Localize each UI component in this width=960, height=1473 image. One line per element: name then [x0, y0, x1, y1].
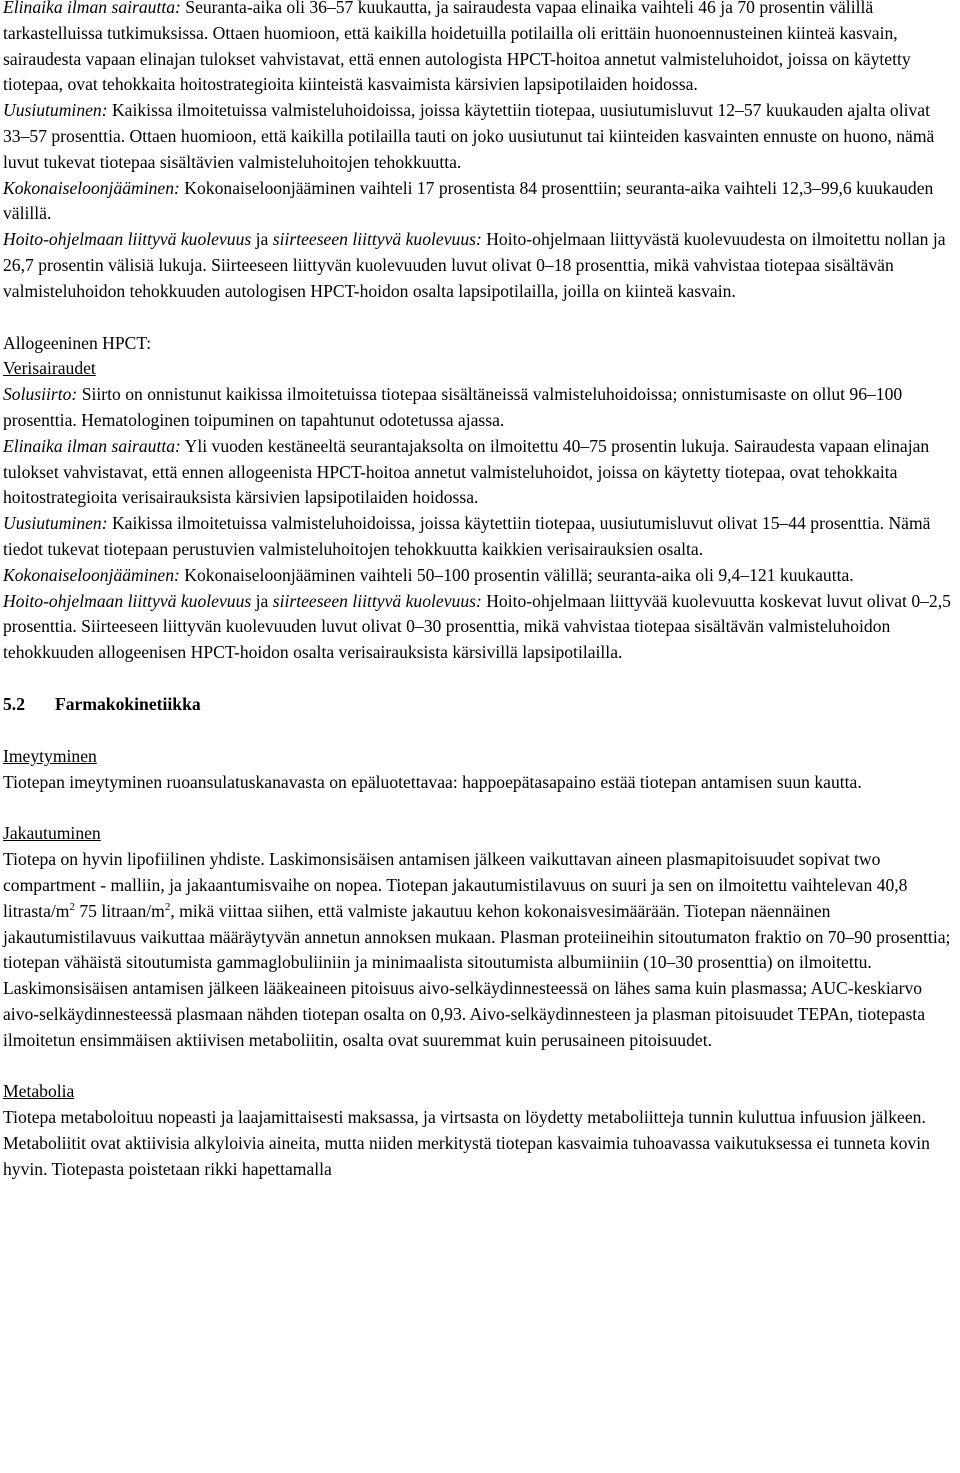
paragraph-allo-relapse: [3, 511, 957, 563]
text-engraftment: Siirto on onnistunut kaikissa ilmoitetuissa tiotepaa sisältäneissä valmisteluhoidoissa; onnistumisaste on ollut 96–100 prosenttia. Hematologinen toipuminen on tapahtunut odotetussa ajassa.: [3, 384, 903, 430]
label-allo-transplant-mortality: siirteeseen liittyvä kuolevuus:: [272, 590, 482, 611]
section-title: Farmakokinetiikka: [55, 693, 201, 714]
absorption-heading: Imeytyminen: [3, 745, 97, 766]
metabolism-heading: Metabolia: [3, 1081, 75, 1102]
paragraph-allo-disease-free-survival: [3, 434, 957, 511]
text-relapse: Kaikissa ilmoitetuissa valmisteluhoidoissa, joissa käytettiin tiotepaa, uusiutumisluvut 12–57 kuukauden ajalta olivat 33–57 prosenttia. Ottaen huomioon, että kaikilla potilailla tauti on joko uusiutunut tai kiinteiden kasvainten ennuste on huono, nämä luvut tukevat tiotepaa sisältävien valmisteluhoitojen tehokkuutta.: [3, 100, 935, 172]
superscript-2-first: 2: [69, 900, 75, 913]
label-engraftment: Solusiirto:: [3, 384, 78, 405]
label-overall-survival: Kokonaiseloonjääminen:: [3, 177, 180, 198]
label-allo-disease-free-survival: Elinaika ilman sairautta:: [3, 435, 181, 456]
distribution-csf-text: Laskimonsisäisen antamisen jälkeen lääkeaineen pitoisuus aivo-selkäydinnesteessä on lähes sama kuin plasmassa; AUC-keskiarvo aivo-selkäydinnesteessä plasmaan nähden tiotepan osalta on 0,93. Aivo-selkäydinnesteen ja plasman pitoisuudet TEPAn, tiotepasta ilmoitetun ensimmäisen aktiivisen metaboliitin, osalta ovat suuremmat kuin perusaineen pitoisuudet.: [3, 978, 926, 1050]
label-allo-relapse: Uusiutuminen:: [3, 513, 108, 534]
text-disease-free-survival: Seuranta-aika oli 36–57 kuukautta, ja sairaudesta vapaa elinaika vaihteli 46 ja 70 prosentin välillä tarkastelluissa tutkimuksissa. Ottaen huomioon, että kaikilla hoidetuilla potilailla oli erittäin huonoennusteinen kiinteä kasvain, sairaudesta vapaan elinajan tulokset vahvistavat, että ennen autologista HPCT-hoitoa annetut valmisteluhoidot, joissa on käytetty tiotepaa, ovat tehokkaita hoitostrategioita kiinteistä kasvaimista kärsivien lapsipotilaiden hoidossa.: [3, 0, 911, 95]
label-relapse: Uusiutuminen:: [3, 100, 108, 121]
text-allo-mortality: Hoito-ohjelmaan liittyvää kuolevuutta koskevat luvut olivat 0–2,5 prosenttia. Siirteeseen liittyvän kuolevuuden luvut olivat 0–30 prosenttia, mikä vahvistaa tiotepaa sisältävän valmisteluhoidon tehokkuuden allogeenisen HPCT-hoidon osalta verisairauksista kärsivillä lapsipotilailla.: [3, 590, 951, 663]
label-disease-free-survival: Elinaika ilman sairautta:: [3, 0, 181, 17]
text-allo-relapse: Kaikissa ilmoitetuissa valmisteluhoidoissa, joissa käytettiin tiotepaa, uusiutumisluvut olivat 15–44 prosenttia. Nämä tiedot tukevat tiotepaan perustuvien valmisteluhoitojen tehokkuutta kaikkien verisairauksien osalta.: [3, 513, 931, 559]
section-number: 5.2: [3, 693, 25, 714]
text-mortality: Hoito-ohjelmaan liittyvästä kuolevuudesta on ilmoitettu nollan ja 26,7 prosentin välisiä lukuja. Siirteeseen liittyvän kuolevuuden luvut olivat 0–18 prosenttia, mikä vahvistaa tiotepaa sisältävän valmisteluhoidon tehokkuuden autologisen HPCT-hoidon osalta lapsipotilailla, joilla on kiinteä kasvain.: [3, 229, 946, 301]
absorption-text: Tiotepan imeytyminen ruoansulatuskanavasta on epäluotettavaa: happoepätasapaino estää tiotepan antamisen suun kautta.: [3, 771, 862, 792]
distribution-text-b: 75 litraan/m: [74, 900, 165, 921]
text-overall-survival: Kokonaiseloonjääminen vaihteli 17 prosentista 84 prosenttiin; seuranta-aika vaihteli 12,3–99,6 kuukauden välillä.: [3, 177, 934, 224]
paragraph-relapse: [3, 98, 957, 175]
metabolism-text: Tiotepa metaboloituu nopeasti ja laajamittaisesti maksassa, ja virtsasta on löydetty metaboliitteja tunnin kuluttua infuusion jälkeen. Metaboliitit ovat aktiivisia alkyloivia aineita, mutta niiden merkitystä tiotepan kasvaimia tuhoavassa vaikutuksessa ei tunneta kovin hyvin. Tiotepasta poistetaan rikki hapettamalla: [3, 1107, 930, 1179]
paragraph-allo-mortality: [3, 589, 957, 666]
allogeneic-heading: Allogeeninen HPCT:: [3, 332, 152, 353]
paragraph-engraftment: [3, 382, 957, 434]
superscript-2-second: 2: [164, 900, 171, 913]
text-allo-overall-survival: Kokonaiseloonjääminen vaihteli 50–100 prosentin välillä; seuranta-aika oli 9,4–121 kuukautta.: [179, 564, 854, 585]
allogeneic-subheading: Verisairaudet: [3, 358, 96, 379]
distribution-heading: Jakautuminen: [3, 823, 101, 844]
section-heading: [3, 692, 957, 718]
distribution-text: [3, 847, 957, 976]
label-transplant-mortality: siirteeseen liittyvä kuolevuus:: [272, 229, 482, 250]
label-allo-conjunction: ja: [251, 590, 273, 611]
paragraph-allo-overall-survival: [3, 563, 957, 589]
label-conjunction: ja: [251, 229, 273, 250]
text-allo-disease-free-survival: Yli vuoden kestäneeltä seurantajaksolta on ilmoitettu 40–75 prosentin lukuja. Sairaudesta vapaan elinajan tulokset vahvistavat, että ennen allogeenista HPCT-hoitoa annetut valmisteluhoidot, joissa on käytetty tiotepaa, ovat tehokkaita hoitostrategioita verisairauksista kärsivien lapsipotilaiden hoidossa.: [3, 435, 930, 508]
label-allo-regimen-mortality: Hoito-ohjelmaan liittyvä kuolevuus: [3, 590, 252, 611]
paragraph-disease-free-survival: [3, 0, 957, 98]
label-regimen-mortality: Hoito-ohjelmaan liittyvä kuolevuus: [3, 229, 252, 250]
pharmacokinetics-section: [3, 692, 957, 1183]
autologous-results: [3, 0, 957, 305]
label-allo-overall-survival: Kokonaiseloonjääminen:: [3, 564, 180, 585]
paragraph-mortality: [3, 227, 957, 304]
paragraph-overall-survival: [3, 176, 957, 228]
allogeneic-results: [3, 331, 957, 666]
distribution-text-c: , mikä viittaa siihen, että valmiste jakautuu kehon kokonaisvesimäärään. Tiotepan näennäinen jakautumistilavuus vaikuttaa määräytyvän annetun annoksen mukaan. Plasman proteiineihin sitoutumaton fraktio on 70–90 prosenttia; tiotepan vähäistä sitoutumista gammaglobuliiniin ja minimaalista sitoutumista albumiiniin (10–30 prosenttia) on ilmoitettu.: [3, 900, 951, 973]
distribution-text-a: Tiotepa on hyvin lipofiilinen yhdiste. Laskimonsisäisen antamisen jälkeen vaikuttavan aineen plasmapitoisuudet sopivat two compartment - malliin, ja jakaantumisvaihe on nopea. Tiotepan jakautumistilavuus on suuri ja sen on ilmoitettu vaihtelevan 40,8 litrasta/m: [3, 849, 908, 921]
